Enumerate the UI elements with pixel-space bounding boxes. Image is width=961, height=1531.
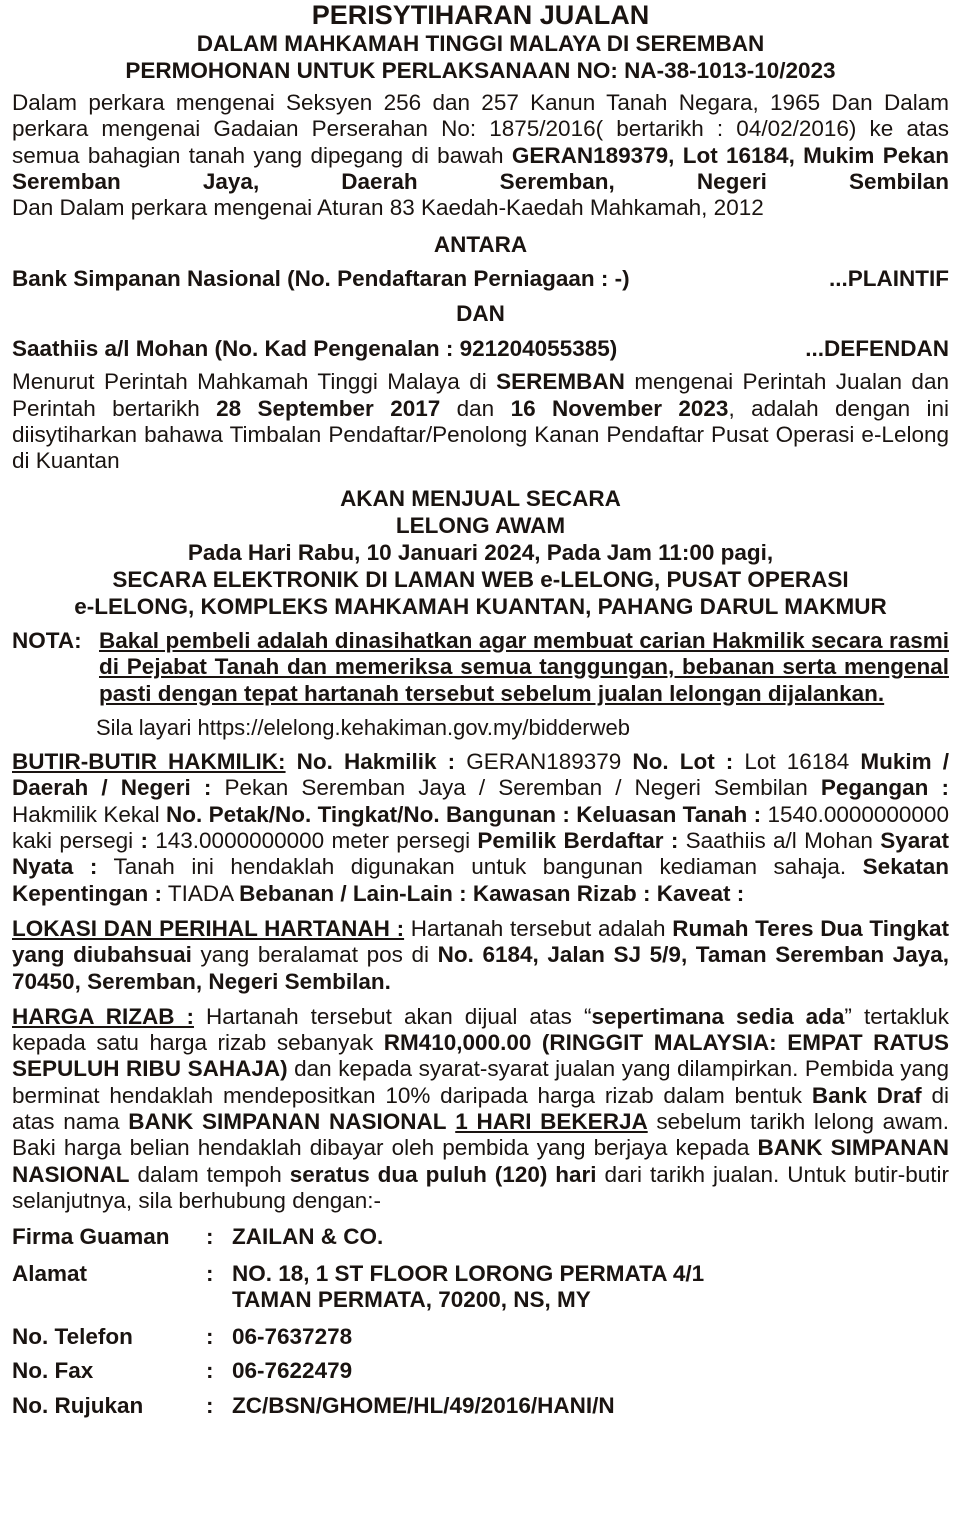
- telefon-value: 06-7637278: [232, 1323, 353, 1349]
- firm-label: Firma Guaman: [12, 1224, 170, 1250]
- auction-date: Pada Hari Rabu, 10 Januari 2024, Pada Jam 11:00 pagi,: [187, 539, 774, 565]
- court-name: DALAM MAHKAMAH TINGGI MALAYA DI SEREMBAN: [196, 31, 765, 56]
- defendant-row: [12, 336, 949, 362]
- plaintiff-role: ...PLAINTIF: [829, 266, 949, 292]
- location-paragraph: LOKASI DAN PERIHAL HARTANAH : Hartanah tersebut adalah Rumah Teres Dua Tingkat yang diubahsuai yang beralamat pos di No. 6184, Jalan SJ 5/9, Taman Seremban Jaya, 70450, Seremban, Negeri Sembilan.: [12, 915, 949, 994]
- matter-rules-line: Dan Dalam perkara mengenai Aturan 83 Kaedah-Kaedah Mahkamah, 2012: [12, 195, 764, 221]
- auction-venue-2: e-LELONG, KOMPLEKS MAHKAMAH KUANTAN, PAHANG DARUL MAKMUR: [74, 593, 887, 619]
- title-details-heading: BUTIR-BUTIR HAKMILIK:: [12, 749, 286, 775]
- bidder-url-line: Sila layari https://elelong.kehakiman.gov.my/bidderweb: [96, 715, 630, 741]
- plaintiff-name: Bank Simpanan Nasional (No. Pendaftaran Perniagaan : -): [12, 266, 630, 292]
- dan-label: DAN: [456, 301, 505, 327]
- nota-block: [12, 628, 949, 708]
- contact-table: [12, 1224, 704, 1419]
- firm-value: ZAILAN & CO.: [232, 1224, 384, 1250]
- fax-value: 06-7622479: [232, 1358, 353, 1384]
- rujukan-label: No. Rujukan: [12, 1392, 144, 1418]
- nota-text: Bakal pembeli adalah dinasihatkan agar membuat carian Hakmilik secara rasmi di Pejabat Tanah dan memeriksa semua tanggungan, bebanan serta mengenal pasti dengan tepat hartanah tersebut sebelum jualan lelongan dijalankan.: [99, 627, 949, 706]
- address-label: Alamat: [12, 1260, 88, 1286]
- title-details-paragraph: BUTIR-BUTIR HAKMILIK: No. Hakmilik : GERAN189379 No. Lot : Lot 16184 Mukim / Daerah / Negeri : Pekan Seremban Jaya / Seremban / Negeri Sembilan Pegangan : Hakmilik Kekal No. Petak/No. Tingkat/No. Bangunan : Keluasan Tanah : 1540.0000000000 kaki persegi : 143.0000000000 meter persegi Pemilik Berdaftar : Saathiis a/l Mohan Syarat Nyata : Tanah ini hendaklah digunakan untuk bangunan kediaman sahaja. Sekatan Kepentingan : TIADA Bebanan / Lain-Lain : Kawasan Rizab : Kaveat :: [12, 749, 949, 906]
- location-heading: LOKASI DAN PERIHAL HARTANAH :: [12, 915, 405, 941]
- antara-label: ANTARA: [433, 232, 528, 258]
- contact-row-rujukan: No. Rujukan : ZC/BSN/GHOME/HL/49/2016/HANI/N: [12, 1393, 704, 1420]
- notice-title: PERISYTIHARAN JUALAN: [311, 0, 650, 30]
- telefon-label: No. Telefon: [12, 1323, 133, 1349]
- application-number: PERMOHONAN UNTUK PERLAKSANAAN NO: NA-38-1013-10/2023: [125, 58, 836, 83]
- plaintiff-row: [12, 266, 949, 292]
- defendant-name: Saathiis a/l Mohan (No. Kad Pengenalan : 921204055385): [12, 336, 618, 362]
- contact-row-address: Alamat : NO. 18, 1 ST FLOOR LORONG PERMATA 4/1 TAMAN PERMATA, 70200, NS, MY: [12, 1260, 705, 1313]
- contact-row-fax: No. Fax : 06-7622479: [12, 1358, 704, 1385]
- matter-paragraph: Dalam perkara mengenai Seksyen 256 dan 257 Kanun Tanah Negara, 1965 Dan Dalam perkara mengenai Gadaian Perserahan No: 1875/2016( bertarikh : 04/02/2016) ke atas semua bahagian tanah yang dipegang di bawah GERAN189379, Lot 16184, Mukim Pekan Seremban Jaya, Daerah Seremban, Negeri Sembilan: [12, 90, 949, 194]
- order-paragraph: Menurut Perintah Mahkamah Tinggi Malaya di SEREMBAN mengenai Perintah Jualan dan Perintah bertarikh 28 September 2017 dan 16 November 2023, adalah dengan ini diisytiharkan bahawa Timbalan Pendaftar/Penolong Kanan Pendaftar Pusat Operasi e-Lelong di Kuantan: [12, 369, 949, 474]
- reserve-heading: HARGA RIZAB :: [12, 1003, 194, 1029]
- auction-venue-1: SECARA ELEKTRONIK DI LAMAN WEB e-LELONG, PUSAT OPERASI: [112, 566, 849, 592]
- contact-row-telefon: No. Telefon : 06-7637278: [12, 1324, 704, 1351]
- reserve-price-paragraph: HARGA RIZAB : Hartanah tersebut akan dijual atas “sepertimana sedia ada” tertakluk kepada satu harga rizab sebanyak RM410,000.00 (RINGGIT MALAYSIA: EMPAT RATUS SEPULUH RIBU SAHAJA) dan kepada syarat-syarat jualan yang dilampirkan. Pembida yang berminat hendaklah mendepositkan 10% daripada harga rizab dalam bentuk Bank Draf di atas nama BANK SIMPANAN NASIONAL 1 HARI BEKERJA sebelum tarikh lelong awam. Baki harga belian hendaklah dibayar oleh pembida yang berjaya kepada BANK SIMPANAN NASIONAL dalam tempoh seratus dua puluh (120) hari dari tarikh jualan. Untuk butir-butir selanjutnya, sila berhubung dengan:-: [12, 1003, 949, 1213]
- nota-label: NOTA:: [12, 627, 82, 653]
- address-value: NO. 18, 1 ST FLOOR LORONG PERMATA 4/1 TAMAN PERMATA, 70200, NS, MY: [232, 1260, 705, 1313]
- auction-line-1: AKAN MENJUAL SECARA: [340, 485, 621, 511]
- rujukan-value: ZC/BSN/GHOME/HL/49/2016/HANI/N: [232, 1392, 615, 1418]
- contact-row-firm: Firma Guaman : ZAILAN & CO.: [12, 1224, 704, 1251]
- auction-line-2: LELONG AWAM: [395, 512, 566, 538]
- fax-label: No. Fax: [12, 1358, 94, 1384]
- defendant-role: ...DEFENDAN: [805, 336, 949, 362]
